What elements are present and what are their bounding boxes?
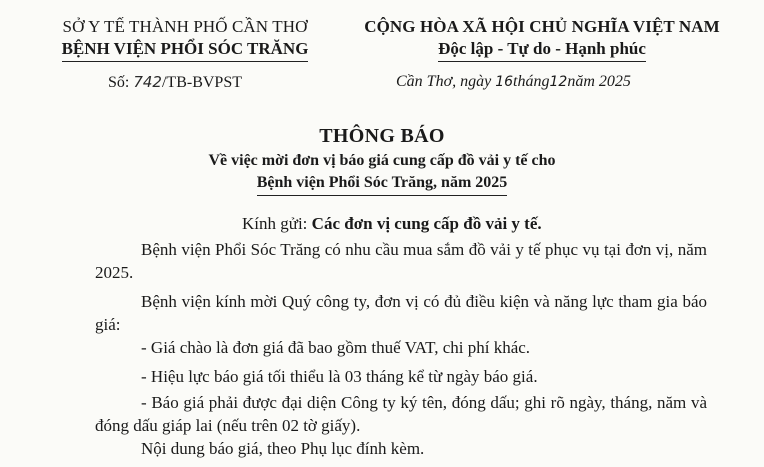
- date-day: 16: [495, 74, 514, 90]
- document-number: [108, 73, 242, 92]
- document-title: THÔNG BÁO: [319, 125, 445, 147]
- date-place: Cần Thơ, ngày: [396, 73, 496, 90]
- document-date: [396, 73, 631, 91]
- hospital-name: BỆNH VIỆN PHỔI SÓC TRĂNG: [62, 38, 309, 62]
- recipient-line: [242, 214, 542, 234]
- bullet-item: - Báo giá phải được đại diện Công ty ký tên, đóng dấu; ghi rõ ngày, tháng, năm và đóng dấu giáp lai (nếu trên 02 tờ giấy).: [95, 393, 707, 435]
- date-month: 12: [549, 74, 568, 90]
- nation-name: CỘNG HÒA XÃ HỘI CHỦ NGHĨA VIỆT NAM: [364, 17, 720, 36]
- header-right: [338, 16, 746, 62]
- doc-number-suffix: /TB-BVPST: [161, 74, 242, 91]
- header-left: [40, 16, 330, 62]
- document-subtitle: [0, 150, 764, 196]
- agency-name: SỞ Y TẾ THÀNH PHỐ CẦN THƠ: [62, 17, 308, 36]
- subtitle-line-2: Bệnh viện Phổi Sóc Trăng, năm 2025: [257, 172, 508, 196]
- doc-number-prefix: Số:: [108, 74, 134, 91]
- national-motto: Độc lập - Tự do - Hạnh phúc: [438, 38, 646, 62]
- bullet-item: - Giá chào là đơn giá đã bao gồm thuế VAT, chi phí khác.: [141, 338, 531, 357]
- doc-number-handwritten: 742: [133, 73, 162, 91]
- date-year-label: năm 2025: [567, 73, 631, 90]
- recipient: Các đơn vị cung cấp đồ vải y tế.: [311, 214, 542, 233]
- paragraph: Bệnh viện kính mời Quý công ty, đơn vị có đủ điều kiện và năng lực tham gia báo giá:: [95, 292, 707, 334]
- date-month-label: tháng: [513, 73, 550, 90]
- recipient-label: Kính gửi:: [242, 214, 312, 233]
- bullet-item: - Hiệu lực báo giá tối thiểu là 03 tháng kể từ ngày báo giá.: [141, 367, 538, 386]
- paragraph: Bệnh viện Phổi Sóc Trăng có nhu cầu mua sắm đồ vải y tế phục vụ tại đơn vị, năm 2025.: [95, 240, 707, 282]
- subtitle-line-1: Về việc mời đơn vị báo giá cung cấp đồ vải y tế cho: [208, 152, 556, 169]
- paragraph: Nội dung báo giá, theo Phụ lục đính kèm.: [141, 439, 425, 458]
